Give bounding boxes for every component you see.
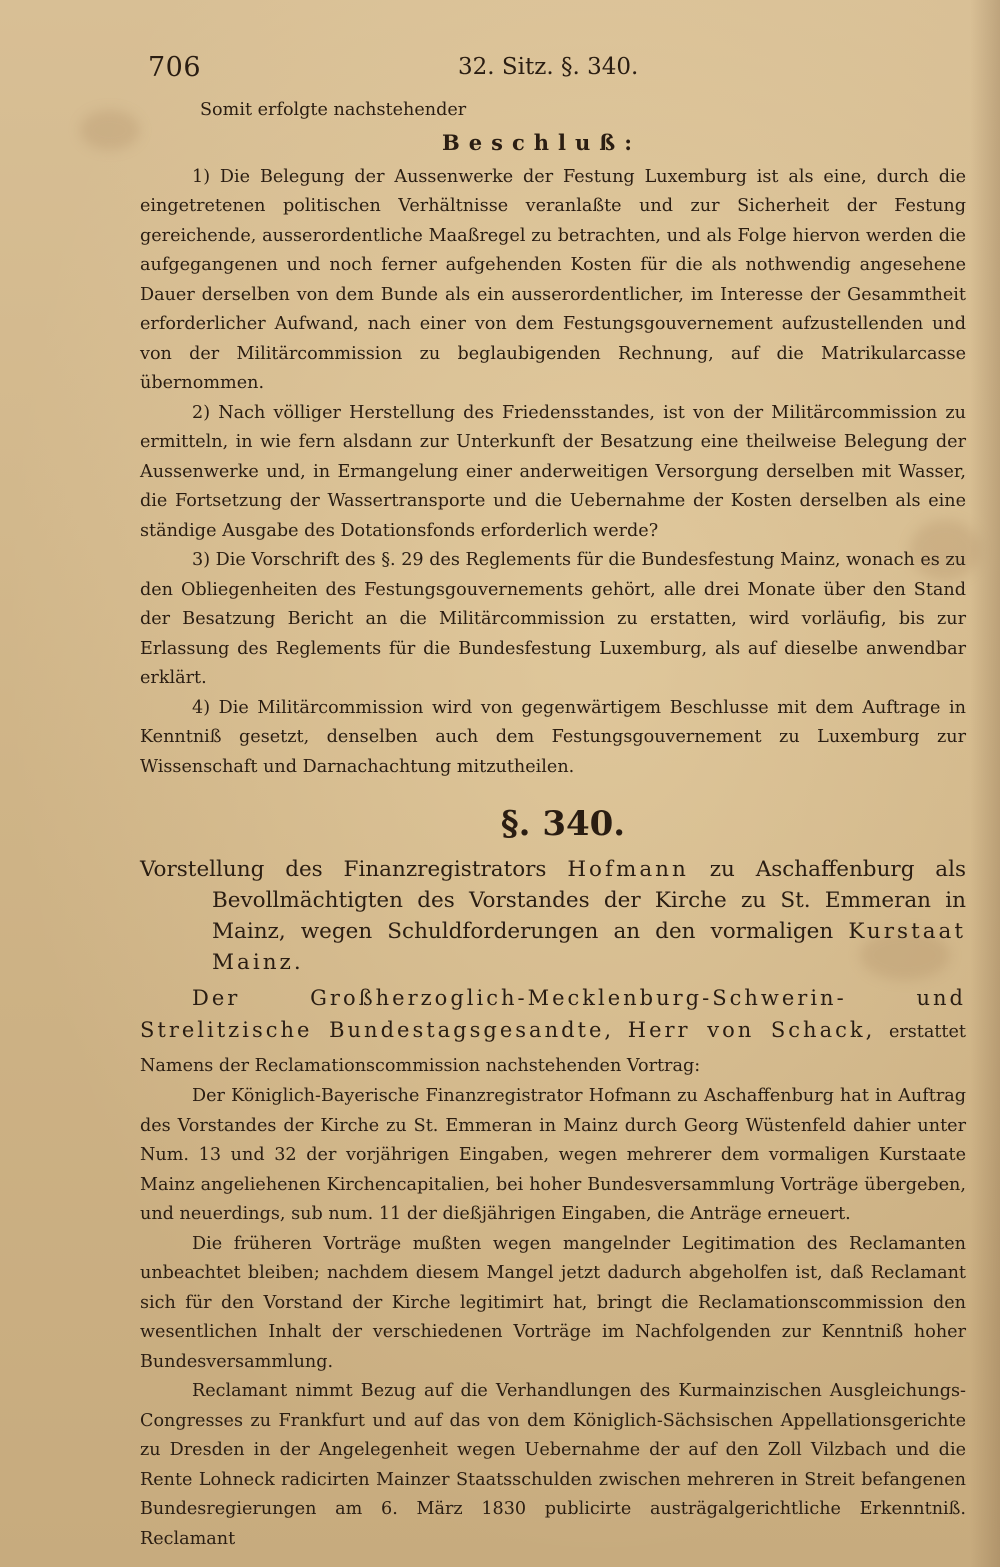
page-header xyxy=(148,48,960,88)
section-title xyxy=(140,854,966,978)
decision-heading: Beschluß: xyxy=(442,129,641,155)
section-number: §. 340. xyxy=(500,804,626,844)
running-head: 32. Sitz. §. 340. xyxy=(458,54,639,80)
decision-paragraph-2: 2) Nach völliger Herstellung des Friedensstandes, ist von der Militärcommission zu ermitteln, in wie fern alsdann zur Unterkunft der Besatzung eine theilweise Belegung der Aussenwerke und, in Ermangelung einer anderweitigen Versorgung derselben mit Wasser, die Fortsetzung der Wassertransporte und die Uebernahme der Kosten derselben als eine ständige Ausgabe des Dotationsfonds erforderlich werde? xyxy=(140,402,966,541)
body-paragraph-1: Der Königlich-Bayerische Finanzregistrator Hofmann zu Aschaffenburg hat in Auftrag des Vorstandes der Kirche zu St. Emmeran in Mainz durch Georg Wüstenfeld dahier unter Num. 13 und 32 der vorjährigen Eingaben, wegen mehrerer dem vormaligen Kurstaate Mainz angeliehenen Kirchencapitalien, bei hoher Bundesversammlung Vorträge übergeben, und neuerdings, sub num. 11 der dießjährigen Eingaben, die Anträge erneuert. xyxy=(140,1086,966,1224)
body-paragraph-2: Die früheren Vorträge mußten wegen mangelnder Legitimation des Reclamanten unbeachtet bleiben; nachdem diesem Mangel jetzt dadurch abgeholfen ist, daß Reclamant sich für den Vorstand der Kirche legitimirt hat, bringt die Reclamationscommission den wesentlichen Inhalt der verschiedenen Vorträge im Nachfolgenden zur Kenntniß hoher Bundesversammlung. xyxy=(140,1233,966,1372)
page-number: 706 xyxy=(148,52,202,83)
page-edge-shadow xyxy=(970,0,1000,1567)
intro-text: Somit erfolgte nachstehender xyxy=(200,100,467,120)
speaker-intro xyxy=(140,982,966,1082)
paper-stain xyxy=(80,110,140,150)
section-title-name: Hofmann xyxy=(567,857,689,882)
section-title-state: Kurstaat Mainz. xyxy=(212,919,966,975)
speaker-name: Herr von Schack, xyxy=(627,1018,876,1042)
page-content xyxy=(140,96,966,1554)
speaker-title: Der Großherzoglich-Mecklenburg-Schwerin- und Strelitzische Bundestagsgesandte, xyxy=(140,986,966,1042)
decision-paragraph-1: 1) Die Belegung der Aussenwerke der Festung Luxemburg ist als eine, durch die eingetretenen politischen Verhältnisse veranlaßte und zur Sicherheit der Festung gereichende, ausserordentliche Maaßregel zu betrachten, und als Folge hiervon werden die aufgegangenen und noch ferner aufgehenden Kosten für die als nothwendig angesehene Dauer derselben von dem Bunde als ein ausserordentlicher, im Interesse der Gesammtheit erforderlicher Aufwand, nach einer von dem Festungsgouvernement aufzustellenden und von der Militärcommission zu beglaubigenden Rechnung, auf die Matrikularcasse übernommen. xyxy=(140,166,966,393)
speaker-statement: erstattet Namens der Reclamationscommission nachstehenden Vortrag: xyxy=(140,1022,966,1076)
body-paragraph-3: Reclamant nimmt Bezug auf die Verhandlungen des Kurmainzischen Ausgleichungs-Congresses zu Frankfurt und auf das von dem Königlich-Sächsischen Appellationsgerichte zu Dresden in der Angelegenheit wegen Uebernahme der auf den Zoll Vilzbach und die Rente Lohneck radicirten Mainzer Staatsschulden zwischen mehreren in Streit befangenen Bundesregierungen am 6. März 1830 publicirte austrägalgerichtliche Erkenntniß. Reclamant xyxy=(140,1381,966,1549)
section-title-part: Vorstellung des Finanzregistrators xyxy=(140,857,547,882)
decision-paragraph-3: 3) Die Vorschrift des §. 29 des Reglements für die Bundesfestung Mainz, wonach es zu den Obliegenheiten des Festungsgouvernements gehört, alle drei Monate über den Stand der Besatzung Bericht an die Militärcommission zu erstatten, wird vorläufig, bis zur Erlassung des Reglements für die Bundesfestung Luxemburg, als auf dieselbe anwendbar erklärt. xyxy=(140,550,966,688)
decision-paragraph-4: 4) Die Militärcommission wird von gegenwärtigem Beschlusse mit dem Auftrage in Kenntniß gesetzt, denselben auch dem Festungsgouvernement zu Luxemburg zur Wissenschaft und Darnachachtung mitzutheilen. xyxy=(140,697,966,777)
section-title-part: zu Aschaffenburg als Bevollmächtigten des Vorstandes der Kirche zu St. Emmeran in Mainz, wegen Schuldforderungen an den vormaligen xyxy=(212,857,966,944)
